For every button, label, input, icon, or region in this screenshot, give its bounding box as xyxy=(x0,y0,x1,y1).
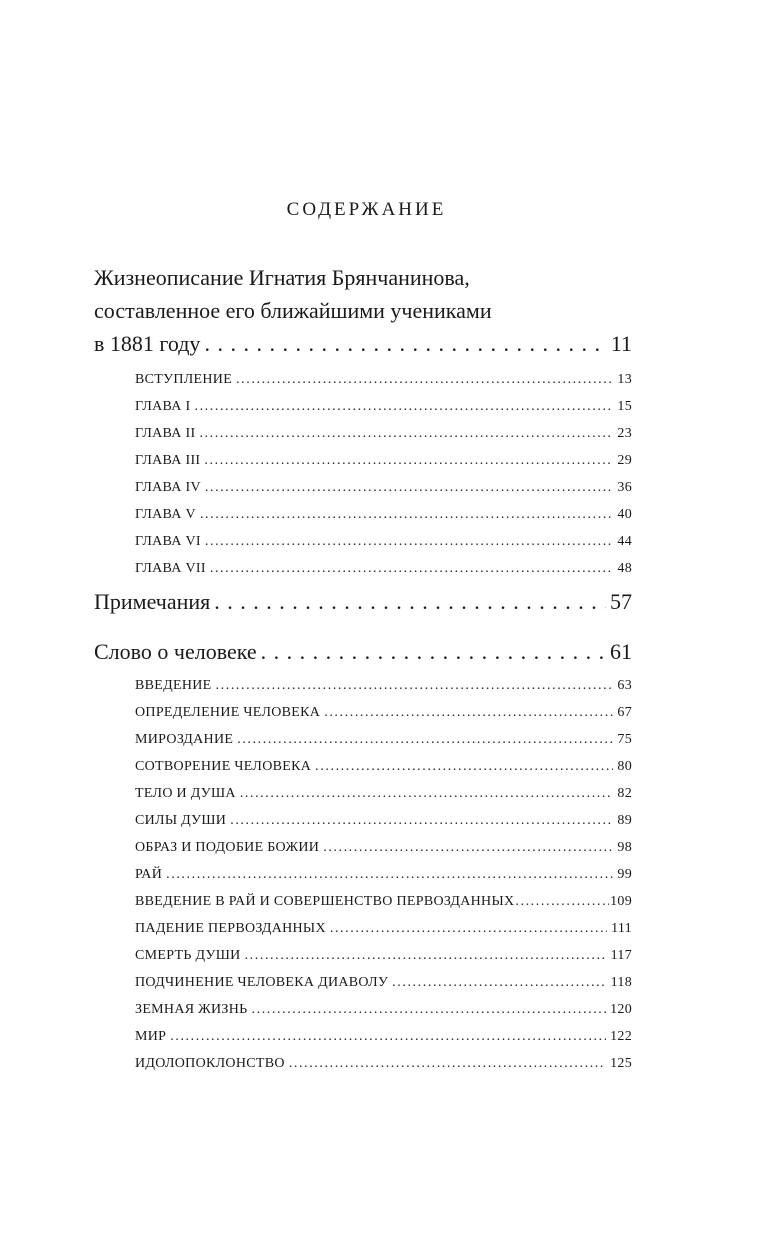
dot-leader xyxy=(237,726,613,753)
subentry-label: РАЙ xyxy=(135,867,163,882)
dot-leader xyxy=(245,942,607,969)
subentry-page: 99 xyxy=(617,867,632,882)
toc-subentry[interactable] xyxy=(135,1050,632,1077)
toc-subentry[interactable] xyxy=(135,555,632,582)
toc-subentry[interactable] xyxy=(135,672,632,699)
dot-leader xyxy=(261,635,606,668)
toc-entry-main[interactable] xyxy=(94,635,632,668)
toc-subentry[interactable] xyxy=(135,807,632,834)
dot-leader xyxy=(200,501,613,528)
subentry-label: СМЕРТЬ ДУШИ xyxy=(135,948,241,963)
subentry-page: 44 xyxy=(617,534,632,549)
toc-subentries xyxy=(135,366,632,582)
subentry-label: ГЛАВА VI xyxy=(135,534,201,549)
toc-section-notes xyxy=(94,585,632,618)
subentry-page: 118 xyxy=(610,975,632,990)
section-title-line: составленное его ближайшими учениками xyxy=(94,298,492,323)
subentry-label: МИР xyxy=(135,1029,167,1044)
subentry-label: ОБРАЗ И ПОДОБИЕ БОЖИИ xyxy=(135,840,320,855)
toc-subentry[interactable] xyxy=(135,528,632,555)
toc-subentry[interactable] xyxy=(135,888,632,915)
toc-entry-page: 11 xyxy=(610,331,632,356)
subentry-label: ГЛАВА I xyxy=(135,399,191,414)
dot-leader xyxy=(289,1050,606,1077)
toc-subentry[interactable] xyxy=(135,861,632,888)
toc-subentry[interactable] xyxy=(135,969,632,996)
subentry-label: ЗЕМНАЯ ЖИЗНЬ xyxy=(135,1002,248,1017)
toc-subentry[interactable] xyxy=(135,474,632,501)
toc-subentry[interactable] xyxy=(135,447,632,474)
toc-section-word-on-man xyxy=(94,635,632,1077)
toc-entry-label: Слово о человеке xyxy=(94,639,257,664)
toc-subentries xyxy=(135,672,632,1077)
dot-leader xyxy=(324,699,613,726)
page-title: СОДЕРЖАНИЕ xyxy=(286,199,447,220)
subentry-label: ВСТУПЛЕНИЕ xyxy=(135,372,233,387)
subentry-label: ПАДЕНИЕ ПЕРВОЗДАННЫХ xyxy=(135,921,326,936)
toc-entry-page: 61 xyxy=(610,639,632,664)
subentry-label: СОТВОРЕНИЕ ЧЕЛОВЕКА xyxy=(135,759,312,774)
subentry-label: МИРОЗДАНИЕ xyxy=(135,732,234,747)
subentry-label: ВВЕДЕНИЕ В РАЙ И СОВЕРШЕНСТВО ПЕРВОЗДАННЫХ xyxy=(135,894,515,909)
subentry-page: 111 xyxy=(611,921,632,936)
toc-subentry[interactable] xyxy=(135,420,632,447)
dot-leader xyxy=(214,585,606,618)
toc-entry-main[interactable] xyxy=(94,585,632,618)
toc-subentry[interactable] xyxy=(135,996,632,1023)
toc-subentry[interactable] xyxy=(135,699,632,726)
subentry-page: 125 xyxy=(610,1056,632,1071)
dot-leader xyxy=(199,420,613,447)
subentry-page: 40 xyxy=(617,507,632,522)
subentry-page: 82 xyxy=(617,786,632,801)
toc-subentry[interactable] xyxy=(135,780,632,807)
toc-section-biography xyxy=(94,261,632,582)
toc-subentry[interactable] xyxy=(135,366,632,393)
toc-entry-label: в 1881 году xyxy=(94,331,201,356)
subentry-label: ГЛАВА IV xyxy=(135,480,201,495)
dot-leader xyxy=(194,393,613,420)
subentry-label: ТЕЛО И ДУША xyxy=(135,786,236,801)
toc-entry-main[interactable] xyxy=(94,327,632,360)
toc-entry-page: 57 xyxy=(610,589,632,614)
toc-subentry[interactable] xyxy=(135,753,632,780)
dot-leader xyxy=(205,528,614,555)
subentry-page: 15 xyxy=(617,399,632,414)
subentry-page: 13 xyxy=(617,372,632,387)
subentry-label: ГЛАВА II xyxy=(135,426,196,441)
subentry-page: 80 xyxy=(617,759,632,774)
dot-leader xyxy=(210,555,614,582)
subentry-label: ИДОЛОПОКЛОНСТВО xyxy=(135,1056,285,1071)
toc-subentry[interactable] xyxy=(135,915,632,942)
subentry-label: ОПРЕДЕЛЕНИЕ ЧЕЛОВЕКА xyxy=(135,705,321,720)
dot-leader xyxy=(330,915,607,942)
subentry-page: 23 xyxy=(617,426,632,441)
subentry-page: 120 xyxy=(610,1002,632,1017)
subentry-label: ВВЕДЕНИЕ xyxy=(135,678,212,693)
subentry-label: ГЛАВА VII xyxy=(135,561,206,576)
subentry-label: ПОДЧИНЕНИЕ ЧЕЛОВЕКА ДИАВОЛУ xyxy=(135,975,389,990)
toc-subentry[interactable] xyxy=(135,834,632,861)
subentry-page: 98 xyxy=(617,840,632,855)
subentry-page: 109 xyxy=(610,894,632,909)
dot-leader xyxy=(230,807,613,834)
subentry-label: ГЛАВА V xyxy=(135,507,196,522)
dot-leader xyxy=(392,969,606,996)
toc-subentry[interactable] xyxy=(135,726,632,753)
subentry-page: 117 xyxy=(610,948,632,963)
dot-leader xyxy=(515,888,609,915)
toc-subentry[interactable] xyxy=(135,942,632,969)
toc-subentry[interactable] xyxy=(135,393,632,420)
dot-leader xyxy=(216,672,614,699)
dot-leader xyxy=(240,780,614,807)
subentry-page: 36 xyxy=(617,480,632,495)
dot-leader xyxy=(252,996,607,1023)
section-title-line: Жизнеописание Игнатия Брянчанинова, xyxy=(94,265,470,290)
subentry-page: 63 xyxy=(617,678,632,693)
subentry-label: СИЛЫ ДУШИ xyxy=(135,813,227,828)
dot-leader xyxy=(204,327,606,360)
dot-leader xyxy=(205,474,614,501)
subentry-page: 29 xyxy=(617,453,632,468)
subentry-page: 48 xyxy=(617,561,632,576)
dot-leader xyxy=(170,1023,606,1050)
subentry-page: 122 xyxy=(610,1029,632,1044)
subentry-label: ГЛАВА III xyxy=(135,453,201,468)
subentry-page: 89 xyxy=(617,813,632,828)
dot-leader xyxy=(315,753,613,780)
toc-entry-label: Примечания xyxy=(94,589,211,614)
dot-leader xyxy=(236,366,613,393)
subentry-page: 67 xyxy=(617,705,632,720)
dot-leader xyxy=(204,447,613,474)
toc-subentry[interactable] xyxy=(135,501,632,528)
dot-leader xyxy=(166,861,613,888)
toc-subentry[interactable] xyxy=(135,1023,632,1050)
dot-leader xyxy=(323,834,613,861)
subentry-page: 75 xyxy=(617,732,632,747)
